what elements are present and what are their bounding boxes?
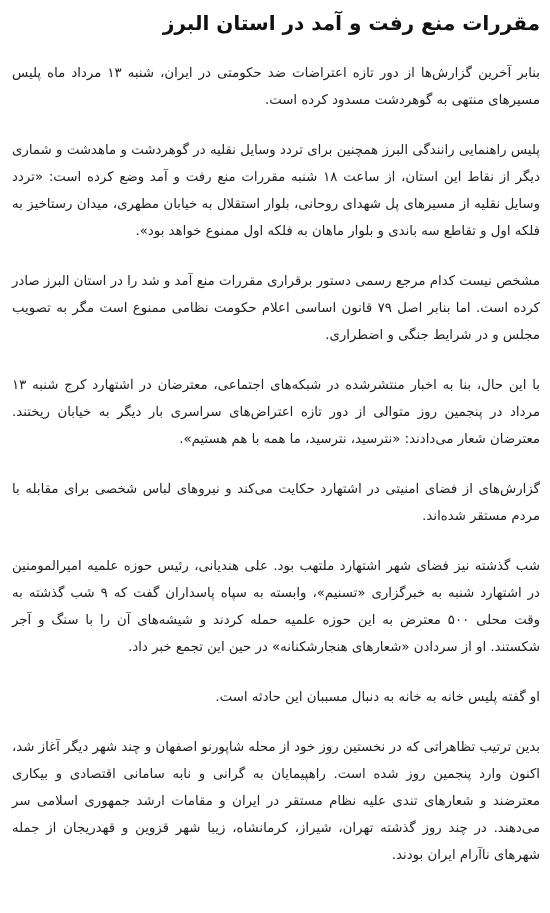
paragraph-traffic-restrictions: پلیس راهنمایی رانندگی البرز همچنین برای تردد وسایل نقلیه در گوهردشت و ماهدشت و شماری دیگر از نقاط این استان، از ساعت ۱۸ شنبه مقررات منع رفت و آمد وضع کرده است: «تردد وسایل نقلیه از مسیرهای پل شهدای روحانی، بلوار استقلال به خیابان مطهری، میدان رستاخیز به فلکه اول و تقاطع سه باندی و بلوار ماهان به فلکه اول ممنوع خواهد بود». xyxy=(12,143,540,239)
paragraph-legal-authority: مشخص نیست کدام مرجع رسمی دستور برقراری مقررات منع آمد و شد را در استان البرز صادر کرده است. اما بنابر اصل ۷۹ قانون اساسی اعلام حکومت نظامی ممنوع است مگر به تصویب مجلس و در شرایط جنگی و اضطراری. xyxy=(12,274,540,343)
paragraph-police-search: او گفته پلیس خانه به خانه به دنبال مسببان این حادثه است. xyxy=(215,690,540,705)
paragraph-security-atmosphere: گزارش‌های از فضای امنیتی در اشتهارد حکایت می‌کند و نیروهای لباس شخصی برای مقابله با مردم مستقر شده‌اند. xyxy=(12,482,540,524)
paragraph-protests-eshtehard: با این حال، بنا به اخبار منتشرشده در شبکه‌های اجتماعی، معترضان در اشتهارد کرج شنبه ۱۳ مرداد در پنجمین روز متوالی از دور تازه اعتراض‌های سراسری بار دیگر به خیابان ریختند. معترضان شعار می‌دادند: «نترسید، نترسید، ما همه با هم هستیم». xyxy=(12,378,540,447)
paragraph-seminary-attack: شب گذشته نیز فضای شهر اشتهارد ملتهب بود. علی هندیانی، رئیس حوزه علمیه امیرالمومنین در اشتهارد شنبه به خبرگزاری «تسنیم»، وابسته به سپاه پاسداران گفت که ۹ شب گذشته به وقت محلی ۵۰۰ معترض به این حوزه علمیه حمله کردند و شیشه‌های آن را با سنگ و آجر شکستند. او از سردادن «شعارهای هنجارشکنانه» در حین این تجمع خبر داد. xyxy=(12,559,540,655)
article-title: مقررات منع رفت و آمد در استان البرز xyxy=(162,11,540,35)
paragraph-intro-police-closure: بنابر آخرین گزارش‌ها از دور تازه اعتراضات ضد حکومتی در ایران، شنبه ۱۳ مرداد ماه پلیس مسیرهای منتهی به گوهردشت مسدود کرده است. xyxy=(12,66,541,108)
paragraph-protest-summary: بدین ترتیب تظاهراتی که در نخستین روز خود از محله شاپورنو اصفهان و چند شهر دیگر آغاز شد، اکنون وارد پنجمین روز شده است. راهپیمایان به گرانی و نابه سامانی اقتصادی و بیکاری معترضند و شعارهای تندی علیه نظام مستقر در ایران و مقامات ارشد جمهوری اسلامی سر می‌دهند. در چند روز گذشته تهران، شیراز، کرمانشاه، زیبا شهر قزوین و قهدریجان از جمله شهرهای ناآرام ایران بودند. xyxy=(12,740,540,863)
